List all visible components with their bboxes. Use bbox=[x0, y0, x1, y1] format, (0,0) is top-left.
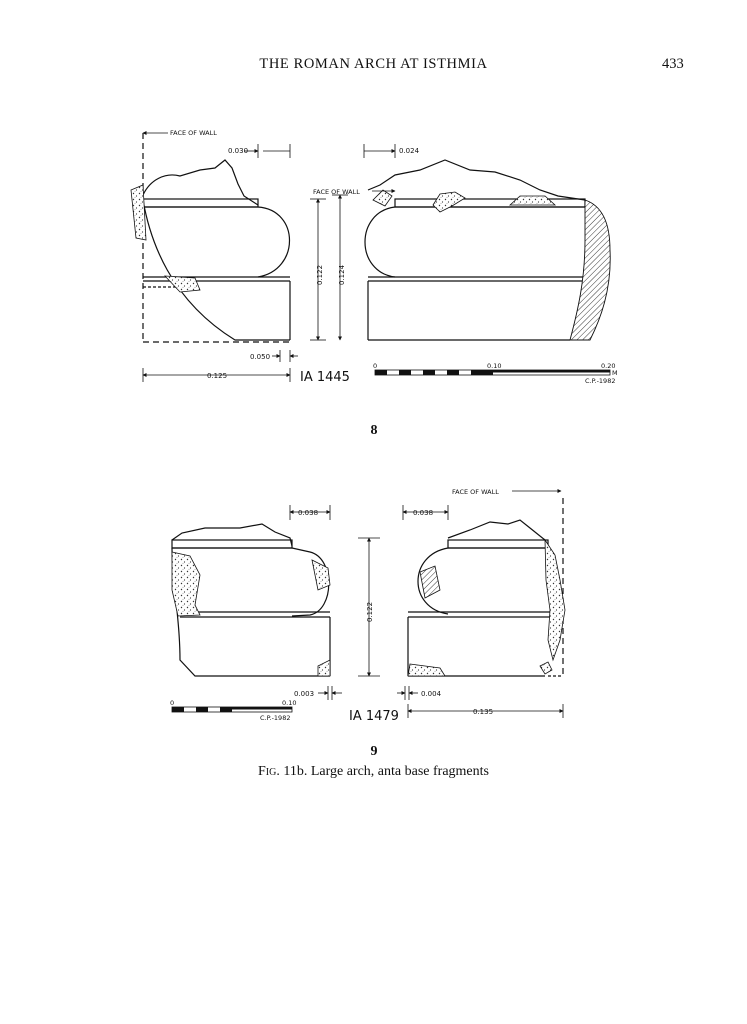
figure-8-scale-bar bbox=[375, 370, 610, 375]
figure-8-dim-0122: 0.122 bbox=[316, 264, 324, 285]
figure-8-right-break-shading-2 bbox=[433, 192, 465, 212]
figure-9-scale-end: 0.10 bbox=[282, 699, 297, 707]
figure-8-right-break-shading-4 bbox=[373, 190, 392, 206]
figure-9-dimension-lines bbox=[290, 491, 563, 718]
figure-8-scale-credit: C.P.-1982 bbox=[585, 377, 616, 385]
figure-9-dim-0003: 0.003 bbox=[294, 690, 315, 698]
figure-8-right-fragment bbox=[365, 160, 585, 340]
figure-8-dim-0125: 0.125 bbox=[207, 372, 228, 380]
figure-9-catalog-number: IA 1479 bbox=[349, 709, 399, 724]
figure-9-scale-zero: 0 bbox=[170, 699, 175, 707]
figure-8-face-of-wall-right-label: FACE OF WALL bbox=[313, 188, 360, 196]
figure-8-scale-unit: M bbox=[612, 369, 618, 377]
figure-9-dim-0038-right: 0.038 bbox=[413, 509, 434, 517]
figure-9-number: 9 bbox=[370, 744, 378, 759]
figure-9-right-break-shading bbox=[545, 540, 565, 660]
running-header-title: THE ROMAN ARCH AT ISTHMIA bbox=[259, 56, 488, 72]
page-number: 433 bbox=[662, 56, 684, 72]
figure-8-dim-0124: 0.124 bbox=[338, 264, 346, 285]
figure-8-dimension-lines bbox=[143, 133, 395, 382]
figure-9-right-break-shading-4 bbox=[540, 662, 552, 674]
figure-9-dim-0038-left: 0.038 bbox=[298, 509, 319, 517]
figure-9-scale-credit: C.P.-1982 bbox=[260, 714, 291, 722]
figure-9-left-break-shading-3 bbox=[318, 660, 330, 676]
figure-8-right-break-shading-3 bbox=[510, 196, 555, 205]
figure-caption-prefix: Fig. bbox=[258, 764, 280, 779]
figure-8-number: 8 bbox=[370, 423, 378, 438]
figure-caption bbox=[0, 764, 747, 780]
figure-8-dim-0030: 0.030 bbox=[228, 147, 249, 155]
figure-8-dim-0050: 0.050 bbox=[250, 353, 271, 361]
figure-9-face-of-wall-label: FACE OF WALL bbox=[452, 488, 499, 496]
figure-8-right-break-shading bbox=[570, 200, 610, 340]
figure-9-scale-bar bbox=[172, 707, 292, 712]
figure-9-dim-0122: 0.122 bbox=[366, 601, 374, 622]
figure-8-left-break-shading bbox=[131, 185, 146, 240]
figure-9-dim-0135: 0.135 bbox=[473, 708, 494, 716]
figure-9-right-break-shading-2 bbox=[420, 566, 440, 598]
figure-8-left-fragment bbox=[143, 133, 290, 342]
figure-8-scale-zero: 0 bbox=[373, 362, 378, 370]
figure-caption-text: 11b. Large arch, anta base fragments bbox=[279, 764, 489, 779]
figure-8-face-of-wall-left-label: FACE OF WALL bbox=[170, 129, 217, 137]
figure-9-dim-0004: 0.004 bbox=[421, 690, 442, 698]
figure-8-scale-end: 0.20 bbox=[601, 362, 616, 370]
figure-8-catalog-number: IA 1445 bbox=[300, 370, 350, 385]
figure-8-dim-0024: 0.024 bbox=[399, 147, 420, 155]
figure-8-left-break-shading-2 bbox=[165, 276, 200, 292]
figure-9-right-break-shading-3 bbox=[408, 664, 445, 676]
figure-8-scale-mid: 0.10 bbox=[487, 362, 502, 370]
figure-9-left-break-shading bbox=[172, 552, 200, 616]
figure-9-left-break-shading-2 bbox=[312, 560, 330, 590]
